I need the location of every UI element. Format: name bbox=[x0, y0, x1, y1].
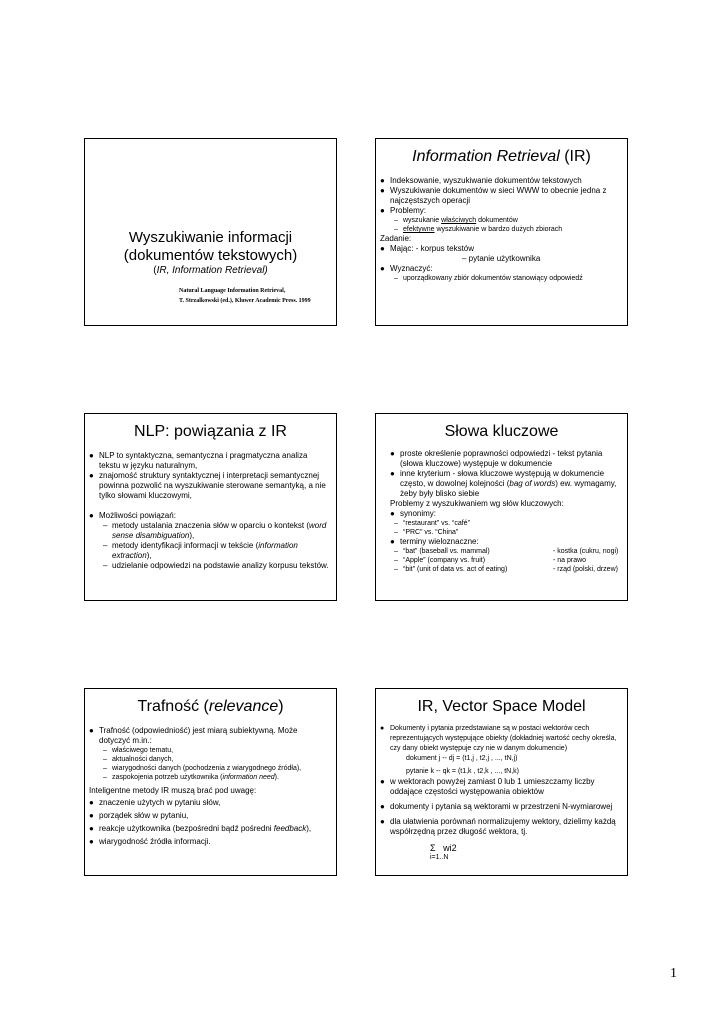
sub-bullet: – zaspokojenia potrzeb użytkownika (information need). bbox=[103, 774, 279, 781]
slide-title-page bbox=[84, 138, 337, 326]
page-number: 1 bbox=[670, 966, 677, 981]
formula-range: i=1..N bbox=[430, 854, 449, 861]
sub-bullet: – wiarygodności danych (pochodzenia z wiarygodnego źródła), bbox=[103, 765, 302, 772]
plain-text: Inteligentne metody IR muszą brać pod uwagę: bbox=[89, 786, 257, 795]
bullet: ● wiarygodność źródła informacji. bbox=[89, 837, 211, 846]
sub-bullet: – “PRC” vs. “China” bbox=[394, 529, 459, 536]
sub-bullet: – efektywne wyszukiwanie w bardzo dużych zbiorach bbox=[394, 226, 563, 233]
slide-title: Information Retrieval (IR) bbox=[412, 148, 591, 165]
sub-bullet: – aktualności danych, bbox=[103, 756, 174, 763]
reference: Natural Language Information Retrieval, T. Strzalkowski (ed.), Kluwer Academic Press. 1999 bbox=[179, 288, 311, 304]
plain-text: Zadanie: bbox=[380, 234, 412, 243]
bullet: ● synonimy: bbox=[390, 509, 437, 518]
sub-bullet: – uporządkowany zbiór dokumentów stanowiący odpowiedź bbox=[394, 275, 583, 282]
bullet: ● dla ułatwienia porównań normalizujemy wektory, dzielimy każdą współrzędną przez długość wektora, tj. bbox=[380, 817, 616, 836]
slide-relevance bbox=[84, 688, 337, 876]
bullet: ● Mając: - korpus tekstów bbox=[380, 244, 475, 253]
slide-vector-space-model bbox=[375, 688, 628, 876]
sub-bullet: – metody identyfikacji informacji w tekście (information extraction), bbox=[103, 541, 298, 560]
slide-information-retrieval bbox=[375, 138, 628, 326]
formula-norm: Σ wi2 bbox=[430, 843, 457, 853]
bullet-continuation: – pytanie użytkownika bbox=[462, 254, 541, 263]
sub-bullet: – wyszukanie właściwych dokumentów bbox=[394, 217, 518, 224]
bullet: ● Możliwości powiązań: bbox=[89, 511, 176, 520]
bullet: ● dokumenty i pytania są wektorami w przestrzeni N-wymiarowej bbox=[380, 802, 613, 811]
sub-bullet: – właściwego tematu, bbox=[103, 747, 174, 754]
bullet: ● reakcje użytkownika (bezpośredni bądź pośredni feedback), bbox=[89, 824, 312, 833]
bullet: ● Problemy: bbox=[380, 206, 427, 215]
bullet: ● Wyszukiwanie dokumentów w sieci WWW to obecnie jedna z najczęstszych operacji bbox=[380, 186, 607, 205]
bullet: ● znaczenie użytych w pytaniu słów, bbox=[89, 798, 221, 807]
bullet: ● w wektorach powyżej zamiast 0 lub 1 umieszczamy liczby oddające częstości występowania obiektów bbox=[380, 777, 595, 796]
slide-title: Słowa kluczowe bbox=[444, 423, 559, 440]
slide-keywords bbox=[375, 413, 628, 601]
sub-bullet: – “Apple” (company vs. fruit) - na prawo bbox=[394, 557, 587, 564]
slide-title: NLP: powiązania z IR bbox=[134, 423, 287, 440]
cover-title: Wyszukiwanie informacji (dokumentów tekstowych) bbox=[123, 229, 298, 264]
sub-bullet: – “bit” (unit of data vs. act of eating) - rząd (polski, drzew) bbox=[394, 566, 618, 573]
bullet: ● porządek słów w pytaniu, bbox=[89, 811, 189, 820]
sub-bullet: – “bat” (baseball vs. mammal) - kostka (cukru, nogi) bbox=[394, 548, 619, 555]
bullet: ● Wyznaczyć: bbox=[380, 264, 433, 273]
bullet: ● Dokumenty i pytania przedstawiane są w postaci wektorów cech reprezentujących występujące obiekty (dokładniej wartość cechy określa, czy dany obiekt występuje czy nie w danym dokumencie) bbox=[380, 725, 617, 752]
bullet: ● proste określenie poprawności odpowiedzi - tekst pytania (słowa kluczowe) występuje w dokumencie bbox=[390, 449, 603, 468]
slide-title: IR, Vector Space Model bbox=[417, 698, 586, 715]
bullet: ● znajomość struktury syntaktycznej i interpretacji semantycznej powinna pozwolić na wyszukiwanie sterowane semantyką, a nie tylko słowami kluczowymi, bbox=[89, 471, 326, 500]
bullet: ● Trafność (odpowiedniość) jest miarą subiektywną. Może dotyczyć m.in.: bbox=[89, 726, 298, 745]
sub-bullet: – udzielanie odpowiedzi na podstawie analizy korpusu tekstów. bbox=[103, 561, 329, 570]
bullet: ● inne kryterium - słowa kluczowe występują w dokumencie często, w dowolnej kolejności (bag of words) ew. wymagamy, żeby były blisko siebie bbox=[390, 469, 617, 498]
formula-query: pytanie k -- qk = (t1,k , t2,k , ..., tN,k) bbox=[406, 768, 520, 775]
cover-subtitle: (IR, Information Retrieval) bbox=[153, 265, 268, 276]
sub-bullet: – “restaurant” vs. “café” bbox=[394, 520, 470, 527]
slide-nlp-ir bbox=[84, 413, 337, 601]
bullet: ● terminy wieloznaczne: bbox=[390, 537, 479, 546]
sub-bullet: – metody ustalania znaczenia słów w oparciu o kontekst (word sense disambiguation), bbox=[103, 521, 327, 540]
plain-text: Problemy z wyszukiwaniem wg słów kluczowych: bbox=[390, 499, 564, 508]
bullet: ● NLP to syntaktyczna, semantyczna i pragmatyczna analiza tekstu w języku naturalnym, bbox=[89, 451, 308, 470]
slide-title: Trafność (relevance) bbox=[137, 698, 284, 715]
bullet: ● Indeksowanie, wyszukiwanie dokumentów tekstowych bbox=[380, 176, 582, 185]
formula-document: dokument j -- dj = (t1,j , t2,j , ..., tN,j) bbox=[406, 755, 518, 762]
